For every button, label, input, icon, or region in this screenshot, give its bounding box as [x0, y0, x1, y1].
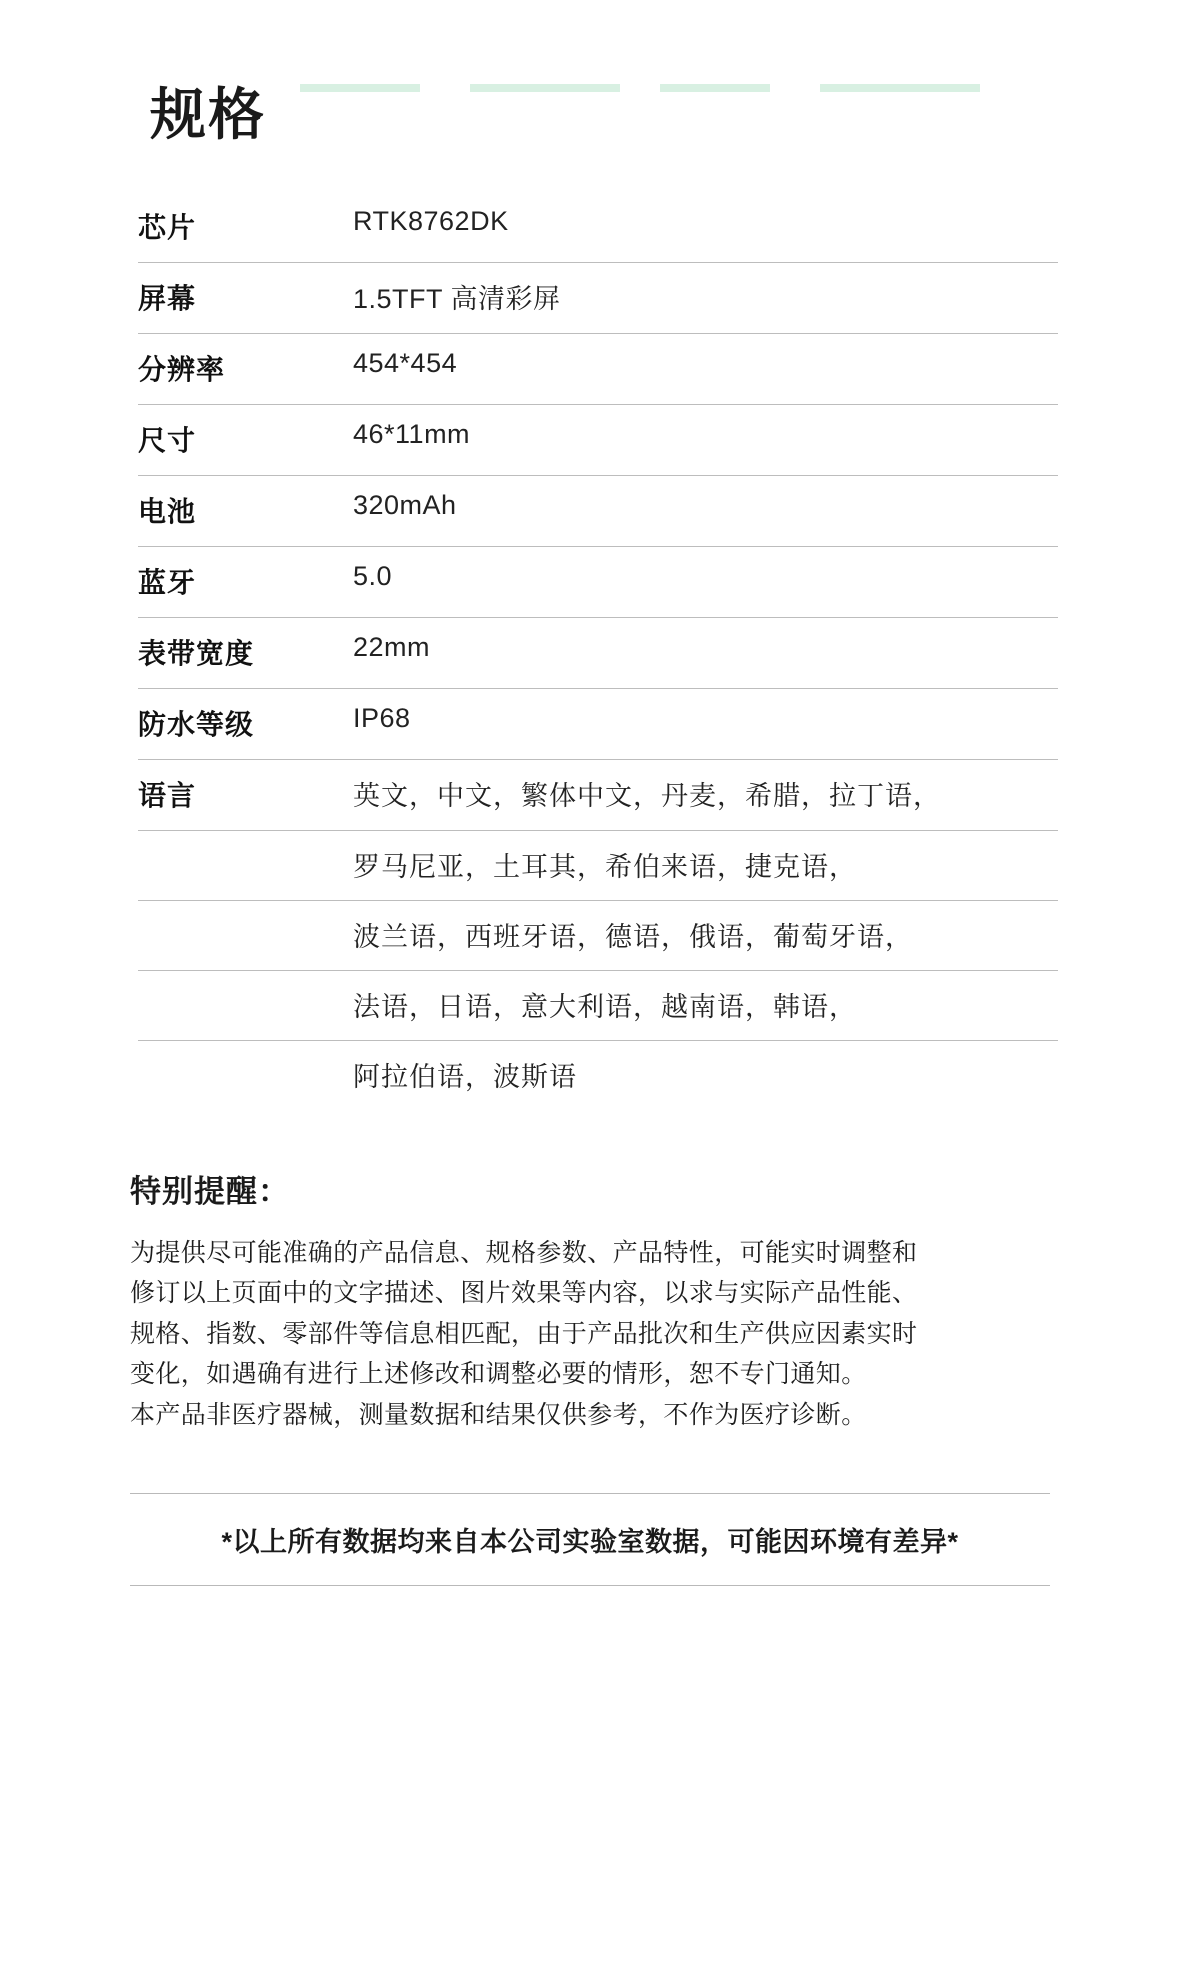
- footer-disclaimer: *以上所有数据均来自本公司实验室数据，可能因环境有差异*: [221, 1527, 959, 1558]
- spec-value-language-line-5: 阿拉伯语，波斯语: [353, 1061, 577, 1092]
- spec-label-language-spacer-2: [138, 900, 353, 970]
- table-row: [138, 617, 1058, 688]
- spec-label-language-spacer-3: [138, 970, 353, 1040]
- top-edge-artifacts: [0, 84, 1200, 92]
- table-row: [138, 333, 1058, 404]
- table-row: [138, 262, 1058, 333]
- artifact-strip-3: [660, 84, 770, 92]
- specification-table: [138, 192, 1058, 1110]
- spec-value-resolution: 454*454: [353, 333, 1058, 404]
- spec-label-screen: 屏幕: [138, 262, 353, 333]
- artifact-strip-2: [470, 84, 620, 92]
- spec-value-screen: 1.5TFT 高清彩屏: [353, 262, 1058, 333]
- table-row: [138, 404, 1058, 475]
- spec-value-size: 46*11mm: [353, 404, 1058, 475]
- spec-value-language-line-3: 波兰语，西班牙语，德语，俄语，葡萄牙语，: [353, 900, 1058, 970]
- spec-label-language: 语言: [138, 759, 353, 830]
- spec-label-resolution: 分辨率: [138, 333, 353, 404]
- spec-value-waterproof: IP68: [353, 688, 1058, 759]
- spec-value-language-line-4: 法语，日语，意大利语，越南语，韩语，: [353, 970, 1058, 1040]
- spec-label-strap-width: 表带宽度: [138, 617, 353, 688]
- spec-label-chip: 芯片: [138, 192, 353, 263]
- spec-value-language-line-2: 罗马尼亚，土耳其，希伯来语，捷克语，: [353, 830, 1058, 900]
- table-row-language: [138, 900, 1058, 970]
- notice-line-4: 变化，如遇确有进行上述修改和调整必要的情形，恕不专门通知。: [130, 1360, 867, 1389]
- table-row-language: [138, 1040, 1058, 1110]
- notice-line-1: 为提供尽可能准确的产品信息、规格参数、产品特性，可能实时调整和: [130, 1238, 918, 1267]
- notice-title: 特别提醒：: [130, 1173, 290, 1209]
- table-row: [138, 546, 1058, 617]
- notice-line-2: 修订以上页面中的文字描述、图片效果等内容，以求与实际产品性能、: [130, 1279, 918, 1308]
- spec-value-battery: 320mAh: [353, 475, 1058, 546]
- table-row-language: [138, 970, 1058, 1040]
- table-row: [138, 688, 1058, 759]
- spec-label-battery: 电池: [138, 475, 353, 546]
- spec-page: [0, 84, 1200, 1963]
- spec-value-chip: RTK8762DK: [353, 192, 1058, 263]
- spec-value-bluetooth: 5.0: [353, 546, 1058, 617]
- artifact-strip-4: [820, 84, 980, 92]
- footer-divider-bottom: [130, 1585, 1050, 1586]
- spec-value-strap-width: 22mm: [353, 617, 1058, 688]
- spec-label-size: 尺寸: [138, 404, 353, 475]
- notice-body: [130, 1233, 1070, 1436]
- spec-label-waterproof: 防水等级: [138, 688, 353, 759]
- spec-value-language-line-1: 英文，中文，繁体中文，丹麦，希腊，拉丁语，: [353, 759, 1058, 830]
- spec-label-language-spacer-1: [138, 830, 353, 900]
- table-row: [138, 475, 1058, 546]
- artifact-strip-1: [300, 84, 420, 92]
- table-row-language: [138, 759, 1058, 830]
- page-title: 规格: [150, 83, 266, 146]
- spec-label-language-spacer-4: [138, 1040, 353, 1110]
- notice-line-3: 规格、指数、零部件等信息相匹配，由于产品批次和生产供应因素实时: [130, 1319, 918, 1348]
- table-row-language: [138, 830, 1058, 900]
- table-row: [138, 192, 1058, 263]
- notice-line-5: 本产品非医疗器械，测量数据和结果仅供参考，不作为医疗诊断。: [130, 1400, 867, 1429]
- spec-label-bluetooth: 蓝牙: [138, 546, 353, 617]
